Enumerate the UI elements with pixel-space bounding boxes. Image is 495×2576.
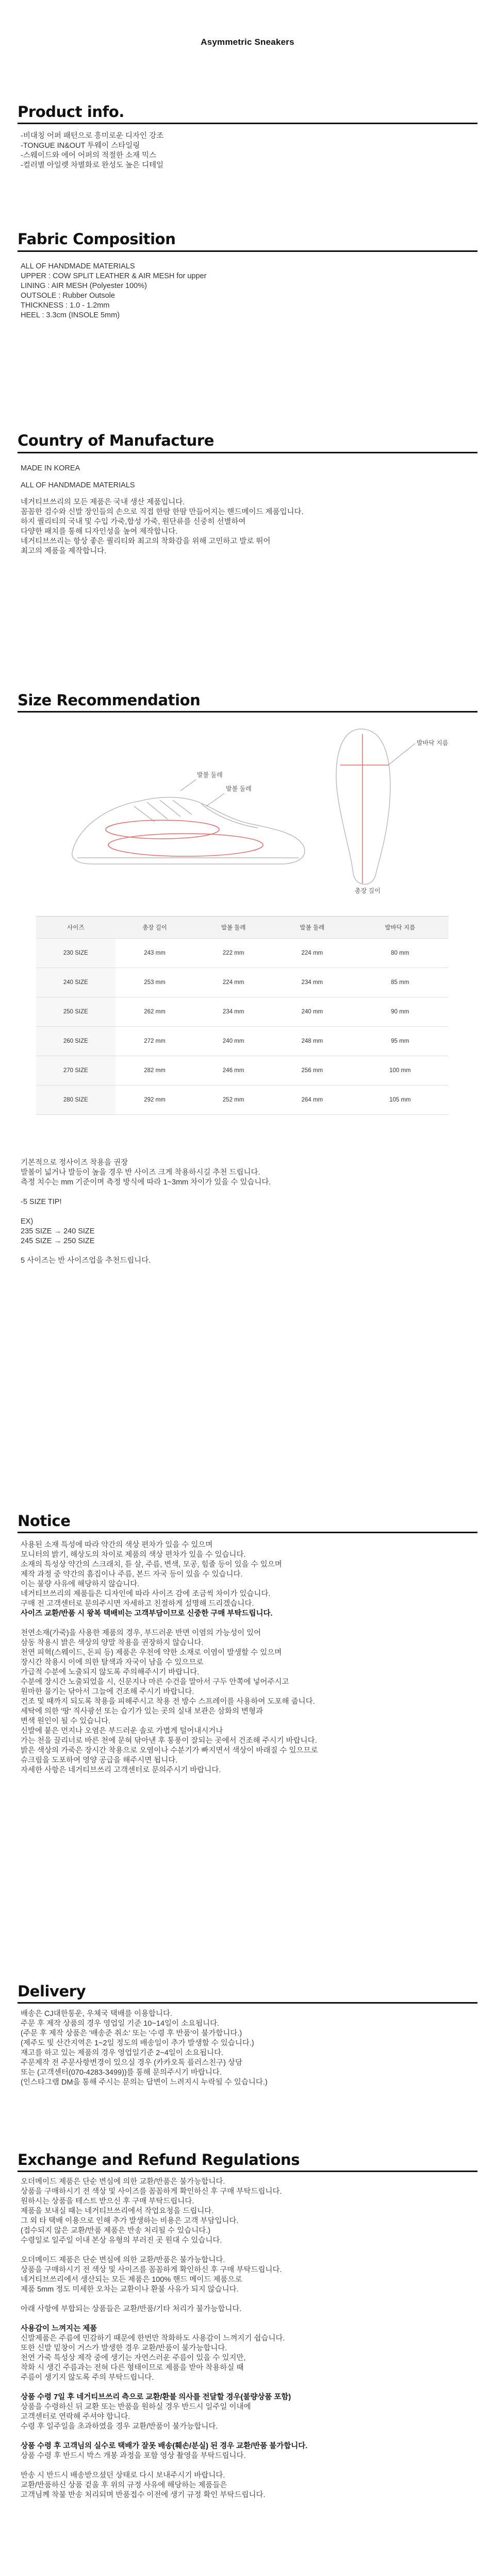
delivery-line: (제주도 및 산간지역은 1~2일 정도의 배송일이 추가 발생할 수 있습니다.) (21, 2039, 254, 2047)
country-line: 네거티브쓰리의 모든 제품은 국내 생산 제품입니다. (21, 498, 185, 506)
country-line: ALL OF HANDMADE MATERIALS (21, 481, 135, 489)
col-header: 발바닥 지름 (352, 917, 449, 939)
exchange-line: 또한 신발 밑창이 거스가 발생한 경우 교환/반품이 불가능합니다. (21, 2344, 227, 2352)
delivery-line: (인스타그램 DM을 통해 주시는 문의는 답변이 느려지시 누락될 수 있습니다.) (21, 2078, 268, 2087)
table-cell: 234 mm (273, 968, 352, 997)
table-cell: 80 mm (352, 939, 449, 968)
notice-line: 제작 과정 중 약간의 흠집이나 주름, 본드 자국 등이 있을 수 있습니다. (21, 1570, 243, 1579)
table-cell: 264 mm (273, 1086, 352, 1115)
table-row (36, 939, 449, 968)
table-cell: 282 mm (116, 1056, 194, 1086)
exchange-line: 상품을 구매하시기 전 색상 및 사이즈를 꼼꼼하게 확인하신 후 구매 부탁드립니다. (21, 2266, 282, 2274)
col-header: 발볼 둘레 (273, 917, 352, 939)
product-info-line: -비대칭 어퍼 패턴으로 흥미로운 디자인 강조 (21, 132, 164, 140)
product-info-line: -TONGUE IN&OUT 투웨이 스타일링 (21, 142, 140, 150)
exchange-line: 네거티브쓰리에서 생산되는 모든 제품은 100% 핸드 메이드 제품으로 (21, 2276, 242, 2284)
size-note-line: 235 SIZE → 240 SIZE (21, 1227, 95, 1235)
section-divider (18, 452, 477, 453)
exchange-line: 사용감이 느껴지는 제품 (21, 2325, 97, 2333)
exchange-line: 오더메이드 제품은 단순 변심에 의한 교환/반품은 불가능합니다. (21, 2256, 225, 2264)
spacer (21, 2246, 474, 2256)
spacer (21, 1619, 474, 1629)
product-info-line: -스웨이드와 에어 어퍼의 적절한 소재 믹스 (21, 151, 157, 160)
fabric-line: THICKNESS : 1.0 - 1.2mm (21, 301, 110, 310)
section-divider (18, 250, 477, 252)
fabric-line: LINING : AIR MESH (Polyester 100%) (21, 282, 147, 290)
table-cell: 222 mm (194, 939, 273, 968)
table-cell: 246 mm (194, 1056, 273, 1086)
notice-line: 세탁에 의한 '땅' 직사광선 또는 습기가 있는 곳의 실내 보관은 삼화의 변형과 (21, 1707, 263, 1716)
exchange-line: 반송 시 반드시 배송받으셨던 상태로 다시 보내주시기 바랍니다. (21, 2471, 225, 2480)
page-title: Asymmetric Sneakers (201, 37, 294, 47)
table-cell: 230 SIZE (36, 939, 116, 968)
table-cell: 243 mm (116, 939, 194, 968)
delivery-heading: Delivery (18, 1982, 86, 2000)
spacer (21, 2295, 474, 2304)
notice-line: 천연 피혁(스웨이드, 돈피 등) 제품은 우천에 약한 소재로 이염이 발생할 수 있으며 (21, 1649, 282, 1657)
size-note-line: 245 SIZE → 250 SIZE (21, 1237, 95, 1245)
table-cell: 224 mm (194, 968, 273, 997)
size-table (36, 916, 449, 1115)
notice-line: 장시간 착용시 이에 의한 탈색과 자국이 남을 수 있으므로 (21, 1658, 204, 1667)
exchange-line: 수령일로 일주일 이내 본상 유형의 부러진 곳 원대 수 있습니다. (21, 2236, 222, 2245)
notice-line: 가는 천을 끌리너로 바른 천에 문혀 닦아낸 후 통풍이 잘되는 곳에서 건조해 주시기 바랍니다. (21, 1737, 317, 1745)
delivery-line: 재고를 하고 있는 제품의 경우 영업일기준 2~4일이 소요됩니다. (21, 2049, 223, 2057)
size-note-line: 기본적으로 정사이즈 착용을 권장 (21, 1159, 128, 1167)
section-divider (18, 2002, 477, 2004)
table-cell: 256 mm (273, 1056, 352, 1086)
spacer (21, 2432, 474, 2442)
label-instep-width: 발볼 둘레 (226, 785, 252, 792)
table-cell: 270 SIZE (36, 1056, 116, 1086)
notice-line: 변색 원인이 될 수 있습니다. (21, 1717, 111, 1725)
table-row (36, 1027, 449, 1056)
table-cell: 240 mm (273, 997, 352, 1027)
delivery-line: (주문 후 제작 상품은 '배송준 취소' 또는 '수령 후 반품'이 불가합니다.) (21, 2029, 242, 2038)
table-cell: 253 mm (116, 968, 194, 997)
spacer (21, 2461, 474, 2471)
notice-line: 삼동 착용시 밝은 색상의 양말 착용을 권장하지 않습니다. (21, 1639, 204, 1647)
country-line: 최고의 제품을 제작합니다. (21, 547, 107, 555)
delivery-line: 배송은 CJ대한통운, 우체국 택배를 이용합니다. (21, 2010, 173, 2018)
exchange-line: 상품을 구매하시기 전 색상 및 사이즈를 꼼꼼하게 확인하신 후 구매 부탁드립니다. (21, 2188, 282, 2196)
notice-line: 소재의 특성상 약간의 스크래치, 튿 살, 주름, 변색, 모공, 힘줄 등이 있을 수 있으며 (21, 1561, 282, 1569)
size-note-line: -5 SIZE TIP! (21, 1198, 62, 1206)
size-table-header (36, 917, 449, 939)
delivery-line: 주문제작 전 주문사항변경이 있으실 경우 (카카오톡 플러스친구) 상담 (21, 2059, 243, 2067)
exchange-line: 상품을 수령하신 뒤 교환 또는 반품을 원하실 경우 반드시 일주일 이내에 (21, 2403, 251, 2411)
exchange-line: 상품 수령 후 고객님의 실수로 택배가 잘못 배송(훼손/분실) 된 경우 교환/반품 불가합니다. (21, 2442, 308, 2450)
label-foot-length: 발바닥 지름 (417, 739, 449, 747)
col-header: 사이즈 (36, 917, 116, 939)
table-row (36, 997, 449, 1027)
exchange-list (21, 2177, 474, 2500)
size-note-line: 발볼이 넓거나 발등이 높을 경우 반 사이즈 크게 착용하시길 추천 드립니다. (21, 1168, 260, 1177)
table-cell: 260 SIZE (36, 1027, 116, 1056)
notice-line: 원마한 물기는 닦아서 그늘에 건조해 주시기 바랍니다. (21, 1688, 194, 1696)
table-cell: 292 mm (116, 1086, 194, 1115)
label-toe-width: 발볼 둘레 (197, 771, 223, 778)
section-divider (18, 123, 477, 124)
fabric-line: UPPER : COW SPLIT LEATHER & AIR MESH for upper (21, 272, 207, 280)
table-cell: 85 mm (352, 968, 449, 997)
notice-line: 이는 불량 사유에 해당하지 않습니다. (21, 1580, 140, 1588)
country-list (21, 464, 474, 556)
table-cell: 248 mm (273, 1027, 352, 1056)
size-note-line: EX) (21, 1217, 34, 1226)
table-row (36, 1056, 449, 1086)
table-cell: 252 mm (194, 1086, 273, 1115)
spacer (21, 1188, 474, 1197)
exchange-line: (접수되지 않은 교환/반품 제품은 반송 처리될 수 있습니다.) (21, 2227, 211, 2235)
table-row (36, 1086, 449, 1115)
notice-line: 수분에 장시간 노출되었을 시, 신문지나 마른 수건을 말아서 구두 안쪽에 넣어주시고 (21, 1678, 289, 1686)
section-divider (18, 711, 477, 713)
delivery-line: 또는 (고객센터(070-4283-3499))를 통해 문의주시기 바랍니다. (21, 2069, 222, 2077)
exchange-line: 아래 사항에 부합되는 상품들은 교환/반품/기타 처리가 불가능합니다. (21, 2305, 242, 2313)
size-note-line: 5 사이즈는 반 사이즈업을 추천드립니다. (21, 1257, 151, 1265)
label-total-length: 총장 길이 (355, 887, 381, 894)
table-cell: 90 mm (352, 997, 449, 1027)
country-line: 꼼꼼한 검수와 신발 장인들의 손으로 직접 한땀 한땀 만들어지는 핸드메이드 제품입니다. (21, 508, 304, 516)
notice-line: 모니터의 밝기, 해상도의 차이로 제품의 색상 편차가 있을 수 있습니다. (21, 1551, 246, 1559)
table-cell: 234 mm (194, 997, 273, 1027)
exchange-line: 상품 수령 7일 후 네거티브쓰리 측으로 교환/환불 의사를 전달할 경우(불량상품 포함) (21, 2393, 291, 2401)
sneaker-measure-illustration (31, 719, 464, 904)
notice-line: 사이즈 교환/반품 시 왕복 택배비는 고객부담이므로 신중한 구매 부탁드립니다. (21, 1609, 273, 1618)
exchange-line: 그 외 타 택배 이용으로 인해 추가 발생하는 비용은 고객 부담입니다. (21, 2217, 239, 2225)
section-divider (18, 2171, 477, 2172)
spacer (21, 2383, 474, 2393)
col-header: 발볼 둘레 (194, 917, 273, 939)
notice-list (21, 1540, 474, 1775)
exchange-line: 착화 시 생긴 주름과는 전혀 다른 형태이므로 제품을 받아 착용하실 때 (21, 2364, 244, 2372)
exchange-line: 상품 수령 후 반드시 박스 개봉 과정을 포함 영상 촬영을 부탁드립니다. (21, 2452, 246, 2460)
country-line: MADE IN KOREA (21, 464, 80, 472)
exchange-line: 제품 5mm 정도 미세한 오차는 교환이나 환불 사유가 되지 않습니다. (21, 2285, 239, 2294)
size-heading: Size Recommendation (18, 691, 201, 709)
country-heading: Country of Manufacture (18, 432, 214, 449)
country-line: 다양한 패치를 통해 디자인성을 높여 제작합니다. (21, 528, 178, 536)
fabric-list (21, 262, 474, 320)
fabric-line: ALL OF HANDMADE MATERIALS (21, 262, 135, 270)
notice-line: 신발에 붙은 먼지나 오염은 부드러운 솔로 가볍게 털어내시거나 (21, 1727, 223, 1735)
notice-line: 천연소재(가죽)을 사용한 제품의 경우, 부드러운 반면 이염의 가능성이 있어 (21, 1629, 261, 1637)
notice-line: 가급적 수분에 노출되지 않도록 주의해주시기 바랍니다. (21, 1668, 200, 1676)
table-cell: 224 mm (273, 939, 352, 968)
delivery-list (21, 2009, 474, 2088)
section-divider (18, 1532, 477, 1533)
spacer (21, 1207, 474, 1217)
exchange-line: 신발제품은 주름에 민감하기 때문에 한번만 착화하도 사용감이 느껴지기 쉽습니다. (21, 2334, 285, 2343)
table-cell: 95 mm (352, 1027, 449, 1056)
exchange-heading: Exchange and Refund Regulations (18, 2151, 300, 2168)
notice-line: 밝은 색상의 가죽은 장시간 착용으로 오염이나 수분기가 빠지면서 색상이 바래질 수 있으므로 (21, 1747, 318, 1755)
product-info-heading: Product info. (18, 103, 124, 121)
exchange-line: 오더메이드 제품은 단순 변심에 의한 교환/반품은 불가능합니다. (21, 2178, 225, 2186)
size-notes (21, 1158, 474, 1266)
spacer (21, 2314, 474, 2324)
exchange-line: 제품을 보내실 때는 네거티브쓰리에서 작업요청을 드립니다. (21, 2207, 214, 2215)
notice-line: 사용된 소재 특성에 따라 약간의 색상 편차가 있을 수 있으며 (21, 1541, 213, 1549)
fabric-line: HEEL : 3.3cm (INSOLE 5mm) (21, 311, 120, 319)
size-guide-illustration (31, 719, 464, 904)
notice-line: 구매 전 고객센터로 문의주시면 자세하고 친절하게 설명해 드리겠습니다. (21, 1600, 254, 1608)
notice-line: 자세한 사항은 네거티브쓰리 고객센터로 문의주시기 바랍니다. (21, 1766, 221, 1774)
table-cell: 240 SIZE (36, 968, 116, 997)
table-cell: 240 mm (194, 1027, 273, 1056)
table-cell: 280 SIZE (36, 1086, 116, 1115)
spacer (21, 1246, 474, 1256)
fabric-line: OUTSOLE : Rubber Outsole (21, 292, 115, 300)
exchange-line: 천연 가죽 특성상 제작 중에 생기는 자연스러운 주름이 있을 수 있지만, (21, 2354, 246, 2362)
size-note-line: 측정 치수는 mm 기준이며 측정 방식에 따라 1~3mm 차이가 있을 수 있습니다. (21, 1178, 271, 1187)
col-header: 총장 길이 (116, 917, 194, 939)
table-cell: 105 mm (352, 1086, 449, 1115)
table-cell: 262 mm (116, 997, 194, 1027)
notice-heading: Notice (18, 1512, 71, 1530)
table-cell: 100 mm (352, 1056, 449, 1086)
country-line: 네거티브쓰리는 항상 좋은 퀄리티와 최고의 착화감을 위해 고민하고 발로 뛰어 (21, 537, 271, 546)
table-cell: 250 SIZE (36, 997, 116, 1027)
notice-line: 슈크림을 도포하여 영양 공급을 해주시면 됩니다. (21, 1756, 178, 1765)
product-info-line: -컬러별 아일렛 차별화로 완성도 높은 디테일 (21, 161, 164, 170)
exchange-line: 고객센터로 연락해 주셔야 합니다. (21, 2413, 130, 2421)
notice-line: 네거티브쓰리의 제품들은 디자인에 따라 사이즈 감에 조금씩 차이가 있습니다. (21, 1590, 271, 1598)
fabric-heading: Fabric Composition (18, 230, 176, 248)
exchange-line: 수령 후 일주일을 초과하였을 경우 교환/반품이 불가능합니다. (21, 2422, 218, 2431)
country-line: 하지 퀄리티의 국내 및 수입 가죽,합성 가죽, 원단류를 신중히 선별하여 (21, 518, 246, 526)
delivery-line: 주문 후 제작 상품의 경우 영업일 기준 10~14일이 소요됩니다. (21, 2020, 220, 2028)
notice-line: 건조 및 때까지 되도록 착용을 피해주시고 착용 전 방수 스프레이를 사용하여 도포해 줍니다. (21, 1698, 315, 1706)
exchange-line: 교환/반품하신 상품 겉울 후 위의 규정 사유에 해당하는 제품들은 (21, 2481, 227, 2489)
product-info-list (21, 131, 474, 171)
table-row (36, 968, 449, 997)
exchange-line: 고객님께 착불 반송 처리되며 반품접수 이전에 생기 규정 확인 부탁드립니다. (21, 2491, 266, 2499)
exchange-line: 원하시는 상품을 테스트 받으신 후 구매 부탁드립니다. (21, 2197, 194, 2206)
table-cell: 272 mm (116, 1027, 194, 1056)
exchange-line: 주름이 생기지 않도록 주의 부탁드립니다. (21, 2374, 154, 2382)
